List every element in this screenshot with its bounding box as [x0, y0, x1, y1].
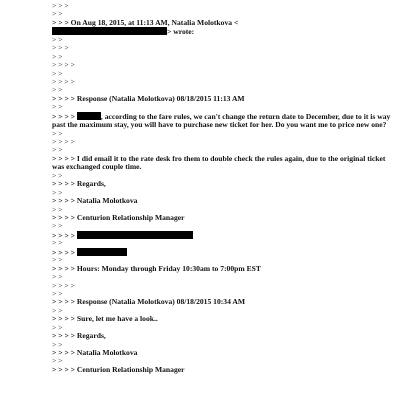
- text-line: > > > > Regards,: [52, 179, 106, 189]
- text-line: > >: [52, 102, 63, 112]
- text-line: > > >: [52, 1, 69, 10]
- email-thread-document: [52, 2, 392, 374]
- text-line: > >: [52, 356, 63, 366]
- text-line: > > > > Centurion Relationship Manager: [52, 213, 185, 222]
- text-line: > > > > Response (Natalia Molotkova) 08/18/2015 11:13 AM: [52, 93, 245, 103]
- text-line: [52, 248, 392, 256]
- text-line: > > > > Natalia Molotkova: [52, 196, 138, 206]
- text-line: > >: [52, 238, 63, 248]
- line-suffix: , according to the fare rules, we can't change the return date to December, due to it is way past the maximum stay, you will have to purchase new ticket for her. Do you want me to price new one?: [52, 111, 391, 130]
- text-line: [52, 112, 392, 130]
- text-line: > > > On Aug 18, 2015, at 11:13 AM, Natalia Molotkova <: [52, 17, 239, 27]
- text-line: > >: [52, 255, 63, 265]
- text-line: > > > > Regards,: [52, 331, 106, 341]
- text-line: [52, 231, 392, 239]
- text-line: > >: [52, 170, 63, 180]
- line-suffix: > wrote:: [167, 27, 195, 37]
- text-line: > > > >: [52, 280, 75, 290]
- text-line: > > >: [52, 43, 69, 53]
- text-line: [52, 27, 392, 35]
- text-line: > >: [52, 305, 63, 315]
- text-line: > >: [52, 9, 63, 19]
- text-line: > > > >: [52, 137, 75, 147]
- text-line: > > > > Hours: Monday through Friday 10:30am to 7:00pm EST: [52, 263, 261, 273]
- text-line: > > > > Natalia Molotkova: [52, 348, 138, 357]
- text-line: > > > > Sure, let me have a look..: [52, 314, 158, 324]
- redaction-bar: [52, 27, 167, 35]
- text-line: > > > >: [52, 76, 75, 86]
- line-prefix: > > > >: [52, 247, 77, 257]
- text-line: > >: [52, 322, 63, 332]
- text-line: > >: [52, 204, 63, 214]
- text-line: > >: [52, 272, 63, 282]
- text-line: > >: [52, 145, 63, 155]
- text-line: > > > > Centurion Relationship Manager: [52, 364, 185, 374]
- text-line: > > > > Response (Natalia Molotkova) 08/18/2015 10:34 AM: [52, 297, 246, 307]
- text-line: > >: [52, 339, 63, 349]
- redaction-bar: [77, 248, 127, 256]
- text-line: > >: [52, 187, 63, 197]
- line-prefix: > > > >: [52, 230, 77, 240]
- text-line: > >: [52, 68, 63, 78]
- text-line: > >: [52, 288, 63, 298]
- text-line: > >: [52, 128, 63, 138]
- line-prefix: > > > >: [52, 111, 77, 121]
- text-line: > >: [52, 221, 63, 231]
- text-line: > >: [52, 85, 63, 95]
- redaction-bar: [77, 112, 101, 120]
- redaction-bar: [77, 231, 193, 239]
- text-line: > > > >: [52, 60, 75, 70]
- text-line: > >: [52, 34, 63, 44]
- text-line: > > > > I did email it to the rate desk fro them to double check the rules again, due to the original ticket was exchanged couple time.: [52, 153, 386, 172]
- text-line: > >: [52, 51, 63, 61]
